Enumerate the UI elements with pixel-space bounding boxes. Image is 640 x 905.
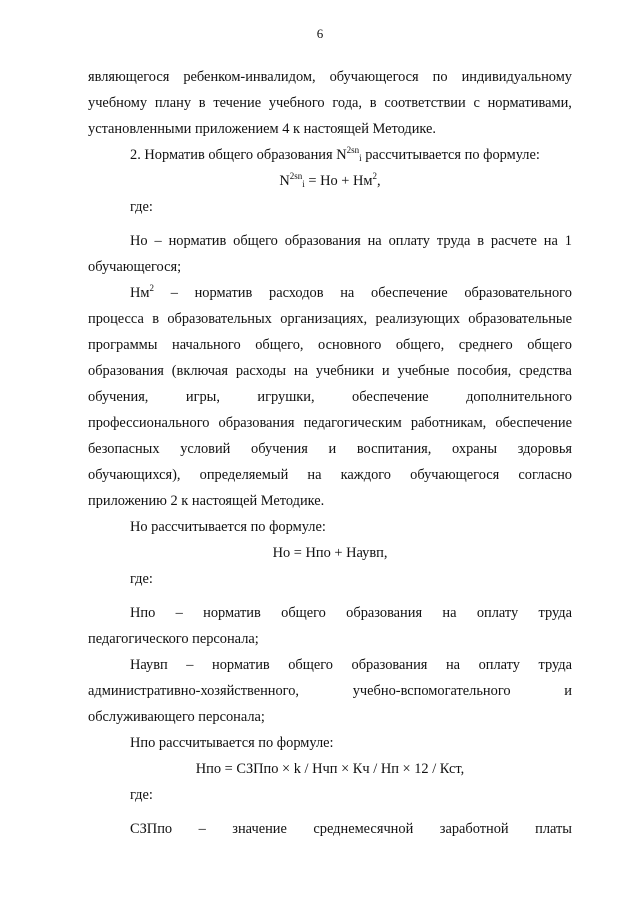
word: нормативами, bbox=[487, 95, 572, 111]
word: на bbox=[340, 285, 355, 301]
word: общего, bbox=[255, 337, 304, 353]
nm-def-line7 bbox=[88, 436, 572, 462]
ho-def-line1 bbox=[88, 228, 572, 254]
nm-def-line8 bbox=[88, 462, 572, 488]
word: обучающегося bbox=[329, 69, 419, 85]
formula-1-b: = Но + Нм bbox=[304, 173, 373, 189]
word: – bbox=[170, 285, 178, 301]
word: учебники bbox=[315, 363, 375, 379]
where-1: где: bbox=[130, 199, 153, 215]
word: в bbox=[369, 95, 377, 111]
formula-1-c: , bbox=[377, 173, 381, 189]
word: норматив bbox=[212, 657, 270, 673]
para1-line1 bbox=[88, 64, 572, 90]
word: реализующих bbox=[375, 311, 460, 327]
formula-1-sub: i bbox=[302, 179, 305, 189]
word: определяемый bbox=[199, 467, 289, 483]
nm-def-line2 bbox=[88, 306, 572, 332]
word: безопасных bbox=[88, 441, 160, 457]
word: оплату bbox=[476, 605, 519, 621]
word: воспитания, bbox=[356, 441, 432, 457]
nm-def-line3 bbox=[88, 332, 572, 358]
word: учебно-вспомогательного bbox=[352, 683, 511, 699]
word: труда bbox=[538, 605, 572, 621]
word: года, bbox=[332, 95, 363, 111]
word: образовательного bbox=[464, 285, 572, 301]
formula-1-a: N bbox=[279, 173, 290, 189]
word: каждого bbox=[340, 467, 392, 483]
word: на bbox=[293, 363, 308, 379]
word: обеспечение bbox=[495, 415, 572, 431]
word: – bbox=[198, 821, 206, 837]
word: в bbox=[152, 311, 160, 327]
word: обеспечение bbox=[371, 285, 448, 301]
item2-sub: i bbox=[359, 153, 362, 163]
word: образования bbox=[351, 657, 428, 673]
word: норматив bbox=[168, 233, 227, 249]
word: заработной bbox=[439, 821, 509, 837]
formula-1-sup2: 2 bbox=[372, 171, 378, 181]
item2-paragraph bbox=[88, 142, 572, 168]
word: значение bbox=[232, 821, 287, 837]
word: норматив bbox=[194, 285, 253, 301]
word: обучения, bbox=[88, 389, 149, 405]
word: с bbox=[473, 95, 480, 111]
word: платы bbox=[535, 821, 572, 837]
word: 1 bbox=[564, 233, 572, 249]
word: – bbox=[186, 657, 194, 673]
word: труда bbox=[436, 233, 471, 249]
word: оплату bbox=[388, 233, 430, 249]
word: средства bbox=[519, 363, 572, 379]
word: Наувп bbox=[130, 657, 168, 673]
word: на bbox=[445, 657, 461, 673]
word: в bbox=[198, 95, 206, 111]
word: условий bbox=[180, 441, 231, 457]
word: процесса bbox=[88, 311, 144, 327]
word: дополнительного bbox=[466, 389, 572, 405]
nm-def-line9: приложению 2 к настоящей Методике. bbox=[88, 493, 325, 509]
word: обеспечение bbox=[352, 389, 429, 405]
word: и bbox=[381, 363, 390, 379]
item2-text-b: рассчитывается по формуле: bbox=[361, 147, 540, 163]
where-3: где: bbox=[130, 787, 153, 803]
word: общего, bbox=[395, 337, 445, 353]
nm-def-line4 bbox=[88, 358, 572, 384]
nm-term: $Нм^2$ bbox=[130, 283, 154, 301]
word: начального bbox=[172, 337, 241, 353]
word: педагогическим bbox=[303, 415, 402, 431]
word: общего bbox=[527, 337, 572, 353]
word: расходы bbox=[235, 363, 287, 379]
word: на bbox=[307, 467, 322, 483]
nauvp-def-line3: обслуживающего персонала; bbox=[88, 709, 265, 725]
word: пособия, bbox=[457, 363, 512, 379]
formula-3: Нпо = СЗПпо × k / Нчп × Кч / Нп × 12 / Кст, bbox=[195, 761, 465, 777]
word: общего bbox=[281, 605, 326, 621]
item2-text-a: 2. Норматив общего образования N bbox=[130, 147, 347, 163]
word: оплату bbox=[478, 657, 520, 673]
word: обучения bbox=[251, 441, 308, 457]
npo-def-line1 bbox=[88, 600, 572, 626]
word: образования bbox=[346, 605, 423, 621]
npo-calc-intro: Нпо рассчитывается по формуле: bbox=[130, 735, 334, 751]
word: являющегося bbox=[88, 69, 170, 85]
word: обучающегося bbox=[410, 467, 500, 483]
ho-def-line2: обучающегося; bbox=[88, 259, 182, 275]
word: образования bbox=[88, 363, 164, 379]
para1-line2 bbox=[88, 90, 572, 116]
word: учебного bbox=[268, 95, 325, 111]
word: расчете bbox=[490, 233, 537, 249]
word: административно-хозяйственного, bbox=[88, 683, 300, 699]
npo-def-line2: педагогического персонала; bbox=[88, 631, 259, 647]
page-number: 6 bbox=[316, 26, 324, 41]
word: в bbox=[477, 233, 485, 249]
formula-2: Но = Нпо + Наувп, bbox=[272, 545, 388, 561]
word: учебные bbox=[397, 363, 450, 379]
word: и bbox=[564, 683, 572, 699]
word: учебному bbox=[88, 95, 148, 111]
word: среднего bbox=[458, 337, 513, 353]
word: труда bbox=[538, 657, 572, 673]
word: плану bbox=[154, 95, 192, 111]
word: согласно bbox=[518, 467, 572, 483]
document-body bbox=[88, 64, 572, 842]
item2-sup: 2sn bbox=[346, 145, 360, 155]
word: СЗПпо bbox=[130, 821, 173, 837]
word: – bbox=[175, 605, 183, 621]
nm-def-line1 bbox=[88, 280, 572, 306]
ho-calc-intro: Но рассчитывается по формуле: bbox=[130, 519, 326, 535]
word: образования bbox=[284, 233, 361, 249]
nm-def-line5 bbox=[88, 384, 572, 410]
word: соответствии bbox=[384, 95, 466, 111]
nm-def-line6 bbox=[88, 410, 572, 436]
formula-1 bbox=[88, 168, 572, 194]
word: обучающихся), bbox=[88, 467, 181, 483]
word: образовательные bbox=[468, 311, 572, 327]
word: Нпо bbox=[130, 605, 156, 621]
word: индивидуальному bbox=[461, 69, 572, 85]
word: общего bbox=[288, 657, 333, 673]
formula-1-sup: 2sn bbox=[289, 171, 303, 181]
word: образования bbox=[218, 415, 295, 431]
nauvp-def-line1 bbox=[88, 652, 572, 678]
word: организациях, bbox=[280, 311, 368, 327]
word: работникам, bbox=[410, 415, 487, 431]
word: на bbox=[543, 233, 558, 249]
word: по bbox=[432, 69, 448, 85]
word: на bbox=[442, 605, 457, 621]
word: течение bbox=[213, 95, 262, 111]
word: образовательных bbox=[167, 311, 272, 327]
word: общего bbox=[233, 233, 278, 249]
word: Но bbox=[130, 233, 148, 249]
word: – bbox=[154, 233, 162, 249]
word: основного bbox=[318, 337, 382, 353]
word: игрушки, bbox=[257, 389, 315, 405]
word: и bbox=[328, 441, 337, 457]
word: охраны bbox=[452, 441, 498, 457]
nauvp-def-line2 bbox=[88, 678, 572, 704]
word: среднемесячной bbox=[313, 821, 414, 837]
word: норматив bbox=[203, 605, 261, 621]
word: ребенком-инвалидом, bbox=[183, 69, 316, 85]
szp-def-line1 bbox=[88, 816, 572, 842]
word: здоровья bbox=[517, 441, 572, 457]
para1-line3: установленными приложением 4 к настоящей Методике. bbox=[88, 121, 437, 137]
word: программы bbox=[88, 337, 158, 353]
word: (включая bbox=[171, 363, 228, 379]
word: профессионального bbox=[88, 415, 210, 431]
word: на bbox=[367, 233, 382, 249]
word: игры, bbox=[185, 389, 220, 405]
where-2: где: bbox=[130, 571, 153, 587]
word: расходов bbox=[269, 285, 324, 301]
